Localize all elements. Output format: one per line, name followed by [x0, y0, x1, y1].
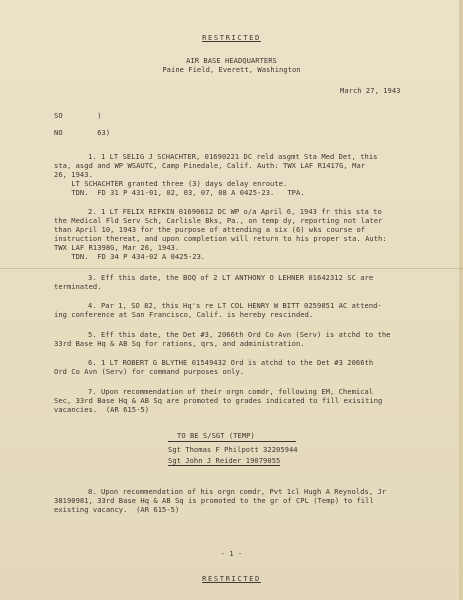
p4-line: 4. Par 1, SO 82, this Hq's re LT COL HENRY W BITT 0259851 AC attend- [88, 301, 382, 310]
p4-line: ing conference at San Francisco, Calif. is hereby rescinded. [54, 310, 314, 319]
p1-line: TDN. FD 31 P 431-01, 02, 03, 07, 08 A 0425-23. TPA. [54, 188, 305, 197]
classification-bottom: RESTRICTED [202, 574, 261, 583]
p2-line: TWX LAF R1398G, Mar 26, 1943. [54, 243, 180, 252]
unit-name: AIR BASE HEADQUARTERS [186, 56, 277, 65]
so-label: SO ) [54, 111, 102, 120]
p2-line: 2. 1 LT FELIX RIFKIN 01690612 DC WP o/a April 6, 1943 fr this sta to [88, 207, 382, 216]
page-number: - 1 - [220, 549, 243, 558]
p7-line: vacancies. (AR 615-5) [54, 405, 150, 414]
p2-line: the Medical Fld Serv Sch, Carlisle Bks, Pa., on temp dy, reporting not later [54, 216, 383, 225]
p3-line: terminated. [54, 282, 102, 291]
paper-fold [0, 268, 463, 269]
order-date: March 27, 1943 [340, 86, 401, 95]
p2-line: than April 10, 1943 for the purpose of attending a six (6) wks course of [54, 225, 366, 234]
promotion-entry: Sgt John J Reider 19079055 [168, 456, 281, 465]
paper-edge [459, 0, 463, 600]
p2-line: instruction thereat, and upon completion will return to his proper sta. Auth: [54, 234, 387, 243]
p1-line: 26, 1943. [54, 170, 93, 179]
p8-line: existing vacancy. (AR 615-5) [54, 505, 180, 514]
p8-line: 8. Upon recommendation of his orgn comdr, Pvt 1cl Hugh A Reynolds, Jr [88, 487, 387, 496]
p3-line: 3. Eff this date, the BOQ of 2 LT ANTHONY O LEHNER 01642312 SC are [88, 273, 374, 282]
p7-line: Sec, 33rd Base Hq & AB Sq are promoted to grades indicated to fill exisiting [54, 396, 383, 405]
promotion-entry: Sgt Thomas F Philpott 32205944 [168, 445, 298, 454]
heading-underline [168, 441, 296, 442]
p7-line: 7. Upon recommendation of their orgn comdr, following EM, Chemical [88, 387, 374, 396]
unit-location: Paine Field, Everett, Washington [162, 65, 301, 74]
p5-line: 5. Eff this date, the Det #3, 2066th Ord Co Avn (Serv) is atchd to the [88, 330, 391, 339]
p6-line: 6. 1 LT ROBERT G BLYTHE 01549432 Ord is atchd to the Det #3 2066th [88, 358, 374, 367]
p5-line: 33rd Base Hq & AB Sq for rations, qrs, and administration. [54, 339, 305, 348]
p1-line: sta, asgd and WP WSAUTC, Camp Pinedale, Calif. Auth: TWX LAF R1417G, Mar [54, 161, 366, 170]
p1-line: LT SCHACHTER granted three (3) days delay enroute. [54, 179, 288, 188]
p1-line: 1. 1 LT SELIG J SCHACHTER, 01690221 DC reld asgmt Sta Med Det, this [88, 152, 378, 161]
p8-line: 38190981, 33rd Base Hq & AB Sq is promoted to the gr of CPL (Temp) to fill [54, 496, 374, 505]
classification-top: RESTRICTED [202, 33, 261, 42]
order-number: NO 63) [54, 128, 111, 137]
p6-line: Ord Co Avn (Serv) for command purposes only. [54, 367, 245, 376]
promotions-heading: TO BE S/SGT (TEMP) [177, 431, 255, 440]
p2-line: TDN. FD 34 P 434-02 A 0425-23. [54, 252, 206, 261]
